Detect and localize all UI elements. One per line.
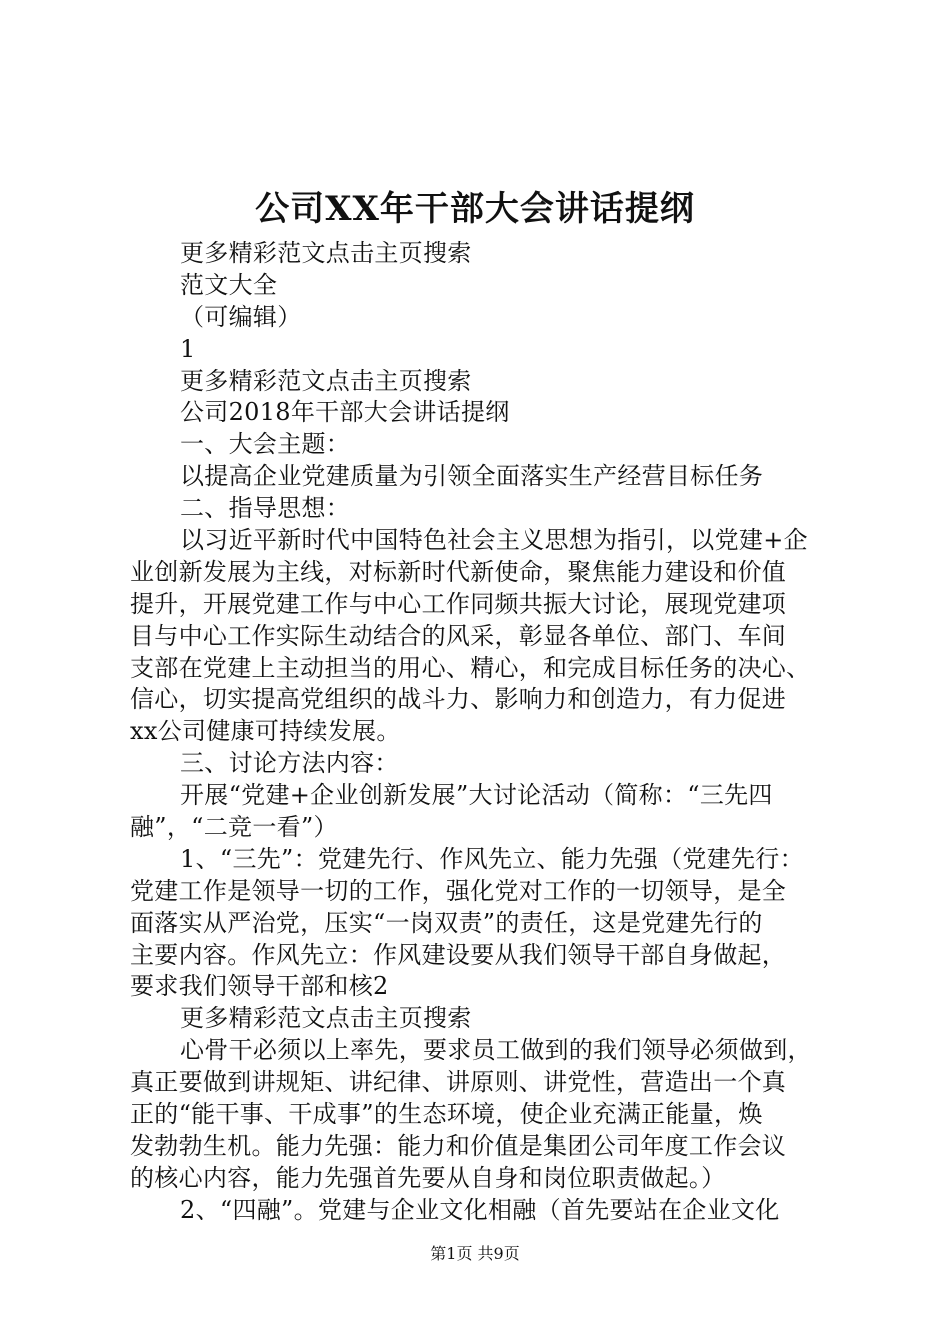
paragraph-line: 正的“能干事、干成事”的生态环境，使企业充满正能量，焕 (130, 1100, 763, 1129)
text-line: 更多精彩范文点击主页搜索 (180, 1004, 472, 1033)
paragraph-line: 主要内容。作风先立：作风建设要从我们领导干部自身做起， (130, 940, 787, 969)
paragraph-line: xx公司健康可持续发展。 (130, 717, 401, 746)
paragraph-line: 以习近平新时代中国特色社会主义思想为指引，以党建+企 (180, 526, 808, 555)
paragraph-line: 要求我们领导干部和核2 (130, 972, 389, 1001)
paragraph-line: 支部在党建上主动担当的用心、精心，和完成目标任务的决心、 (130, 653, 811, 682)
paragraph-line: 2、“四融”。党建与企业文化相融（首先要站在企业文化 (180, 1195, 780, 1224)
section-heading: 二、指导思想： (180, 494, 351, 523)
text-line: 更多精彩范文点击主页搜索 (180, 239, 472, 267)
paragraph-line: 目与中心工作实际生动结合的风采，彰显各单位、部门、车间 (130, 621, 787, 650)
paragraph-line: 心骨干必须以上率先，要求员工做到的我们领导必须做到， (180, 1036, 812, 1065)
text-line: （可编辑） (180, 302, 302, 331)
text-line: 范文大全 (180, 270, 278, 299)
paragraph-line: 党建工作是领导一切的工作，强化党对工作的一切领导，是全 (130, 876, 787, 905)
paragraph-line: 真正要做到讲规矩、讲纪律、讲原则、讲党性，营造出一个真 (130, 1068, 787, 1097)
text-line: 1 (180, 334, 196, 363)
paragraph-line: 开展“党建+企业创新发展”大讨论活动（简称：“三先四 (180, 781, 773, 810)
paragraph-line: 发勃勃生机。能力先强：能力和价值是集团公司年度工作会议 (130, 1131, 787, 1160)
paragraph-line: 提升，开展党建工作与中心工作同频共振大讨论，展现党建项 (130, 589, 787, 618)
paragraph-line: 面落实从严治党，压实“一岗双责”的责任，这是党建先行的 (130, 908, 763, 937)
section-heading: 一、大会主题： (180, 430, 351, 459)
section-heading: 三、讨论方法内容： (180, 749, 399, 778)
text-line: 更多精彩范文点击主页搜索 (180, 366, 472, 395)
text-line: 以提高企业党建质量为引领全面落实生产经营目标任务 (180, 462, 764, 491)
paragraph-line: 融”，“二竞一看”） (130, 813, 338, 842)
paragraph-line: 信心，切实提高党组织的战斗力、影响力和创造力，有力促进 (130, 685, 787, 714)
text-line: 公司2018年干部大会讲话提纲 (180, 398, 510, 427)
paragraph-line: 的核心内容，能力先强首先要从自身和岗位职责做起。） (130, 1163, 726, 1192)
page-number-footer: 第1页 共9页 (430, 1244, 520, 1263)
paragraph-line: 业创新发展为主线，对标新时代新使命，聚焦能力建设和价值 (130, 557, 787, 586)
document-title: 公司XX年干部大会讲话提纲 (255, 189, 695, 229)
document-body (130, 238, 830, 1227)
paragraph-line: 1、“三先”：党建先行、作风先立、能力先强（党建先行： (180, 844, 804, 873)
